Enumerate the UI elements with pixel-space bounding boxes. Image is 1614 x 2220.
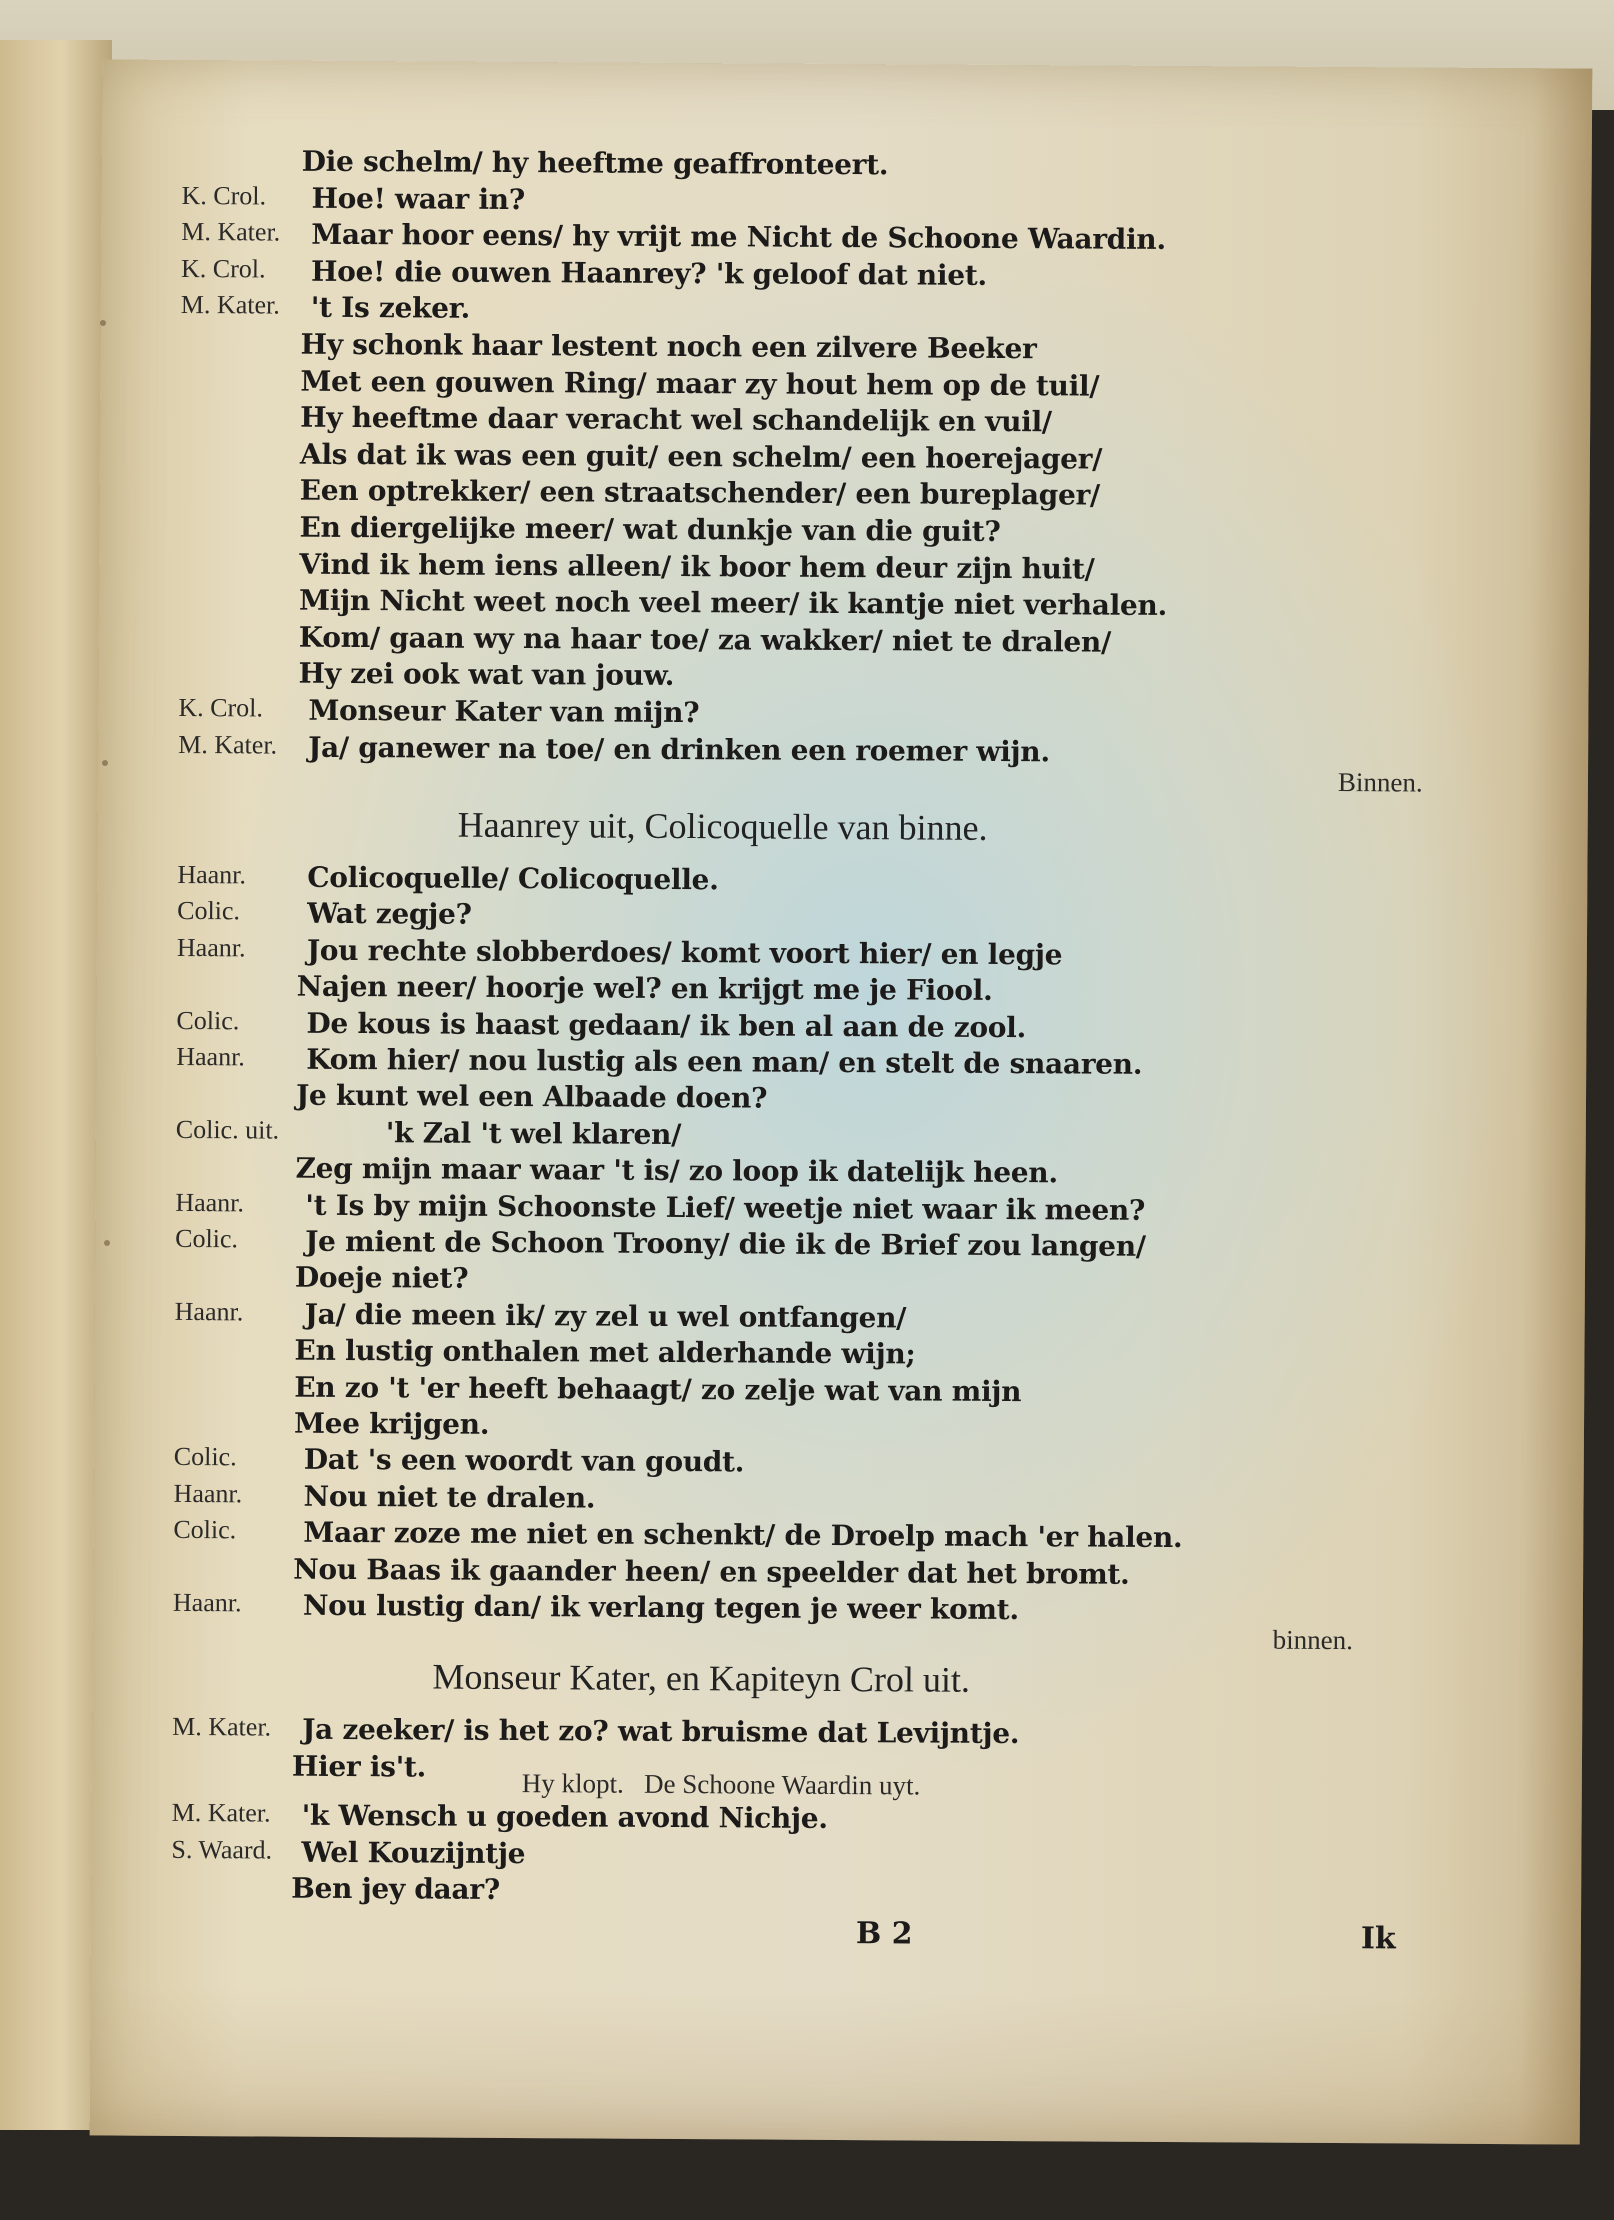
speaker-label: K. Crol.	[181, 180, 267, 211]
line-text: En diergelijke meer/ wat dunkje van die guit?	[299, 510, 1001, 548]
exit-direction-1: Binnen.	[1337, 767, 1423, 798]
speaker-label: M. Kater.	[172, 1711, 272, 1742]
line-text: Je mient de Schoon Troony/ die ik de Brief zou langen/	[305, 1224, 1146, 1263]
speaker-label: M. Kater.	[181, 217, 281, 247]
line-text: Maar zoze me niet en schenkt/ de Droelp mach 'er halen.	[303, 1515, 1183, 1555]
line-text: 't Is by mijn Schoonste Lief/ weetje niet waar ik meen?	[305, 1188, 1146, 1227]
line-text: Een optrekker/ een straatschender/ een bureplager/	[299, 474, 1100, 512]
speaker-label: Haanr.	[175, 1187, 245, 1217]
line-text: Ja zeeker/ is het zo? wat bruisme dat Levijntje.	[302, 1712, 1020, 1751]
line-text: Hy schonk haar lestent noch een zilvere Beeker	[300, 327, 1037, 366]
speaker-label: Colic.	[177, 896, 241, 926]
line-text: En lustig onthalen met alderhande wijn;	[294, 1333, 916, 1371]
line-text: Jou rechte slobberdoes/ komt voort hier/ en legje	[306, 933, 1063, 972]
speaker-label: Haanr.	[172, 1587, 242, 1618]
exit-direction-2: binnen.	[1272, 1624, 1354, 1656]
speaker-label: Haanr.	[174, 1296, 244, 1327]
speaker-label: Haanr.	[177, 859, 247, 890]
line-text: Doeje niet?	[294, 1261, 469, 1296]
line-text: Nou Baas ik gaander heen/ en speelder dat het bromt.	[293, 1552, 1130, 1591]
line-text: Die schelm/ hy heeftme geaffronteert.	[301, 144, 889, 182]
line-text: Wel Kouzijntje	[301, 1835, 526, 1870]
line-text: Ja/ die meen ik/ zy zel u wel ontfangen/	[304, 1297, 907, 1335]
line-text: Mee krijgen.	[293, 1406, 490, 1441]
line-text: Zeg mijn maar waar 't is/ zo loop ik datelijk heen.	[295, 1151, 1058, 1190]
scene-heading-1: Haanrey uit, Colicoquelle van binne.	[457, 804, 988, 848]
line-text: Dat 's een woordt van goudt.	[303, 1443, 745, 1479]
line-text: En zo 't 'er heeft behaagt/ zo zelje wat van mijn	[294, 1370, 1022, 1408]
speaker-label: Haanr.	[173, 1478, 243, 1509]
line-text: Kom/ gaan wy na haar toe/ za wakker/ niet te dralen/	[298, 620, 1112, 659]
line-text: Hier is't.	[291, 1749, 427, 1783]
speaker-label: Colic.	[173, 1515, 237, 1545]
line-text: Mijn Nicht weet noch veel meer/ ik kantje niet verhalen.	[298, 583, 1168, 623]
line-text: Ja/ ganewer na toe/ en drinken een roemer wijn.	[308, 730, 1050, 768]
speaker-label: M. Kater.	[171, 1797, 271, 1828]
speaker-label: Colic. uit.	[175, 1114, 280, 1145]
line-text: Hy zei ook wat van jouw.	[298, 657, 675, 693]
line-text: Colicoquelle/ Colicoquelle.	[307, 860, 719, 897]
speaker-label: Colic.	[173, 1442, 237, 1472]
line-text: De kous is haast gedaan/ ik ben al aan de zool.	[306, 1006, 1027, 1044]
line-text: Als dat ik was een guit/ een schelm/ een hoerejager/	[299, 437, 1103, 476]
speaker-label: Haanr.	[176, 932, 246, 963]
speaker-label: K. Crol.	[178, 692, 263, 723]
speaker-label: S. Waard.	[171, 1834, 273, 1865]
line-text: Nou niet te dralen.	[303, 1479, 596, 1515]
line-text: Hoe! die ouwen Haanrey? 'k geloof dat niet.	[310, 254, 987, 292]
stage-direction: Hy klopt. De Schoone Waardin uyt.	[521, 1768, 921, 1801]
line-text: Nou lustig dan/ ik verlang tegen je weer komt.	[302, 1588, 1019, 1627]
line-text: Hoe! waar in?	[311, 181, 525, 216]
speaker-label: M. Kater.	[180, 290, 280, 320]
speaker-label: K. Crol.	[180, 253, 266, 284]
speaker-label: Colic.	[176, 1005, 240, 1035]
line-text: Vind ik hem iens alleen/ ik boor hem deur zijn huit/	[299, 547, 1095, 586]
book-page	[90, 59, 1593, 2144]
line-text: Hy heeftme daar veracht wel schandelijk en vuil/	[300, 400, 1052, 439]
speaker-label: Haanr.	[176, 1041, 245, 1072]
line-text: Monseur Kater van mijn?	[308, 693, 700, 730]
line-text: Wat zegje?	[307, 897, 472, 932]
line-text: 'k Wensch u goeden avond Nichje.	[301, 1798, 828, 1835]
scene-heading-2: Monseur Kater, en Kapiteyn Crol uit.	[432, 1656, 971, 1700]
catchword: Ik	[1360, 1921, 1396, 1957]
signature-mark: B 2	[855, 1916, 913, 1952]
line-text: Maar hoor eens/ hy vrijt me Nicht de Schoone Waardin.	[311, 217, 1166, 257]
line-text: 'k Zal 't wel klaren/	[385, 1116, 682, 1151]
line-text: Najen neer/ hoorje wel? en krijgt me je Fiool.	[296, 969, 993, 1008]
line-text: Kom hier/ nou lustig als een man/ en stelt de snaaren.	[306, 1042, 1143, 1081]
line-text: Ben jey daar?	[291, 1871, 500, 1906]
line-text: 't Is zeker.	[310, 291, 471, 326]
line-text: Met een gouwen Ring/ maar zy hout hem op de tuil/	[300, 364, 1100, 403]
line-text: Je kunt wel een Albaade doen?	[295, 1079, 768, 1115]
speaker-label: M. Kater.	[178, 729, 278, 760]
speaker-label: Colic.	[175, 1223, 239, 1254]
